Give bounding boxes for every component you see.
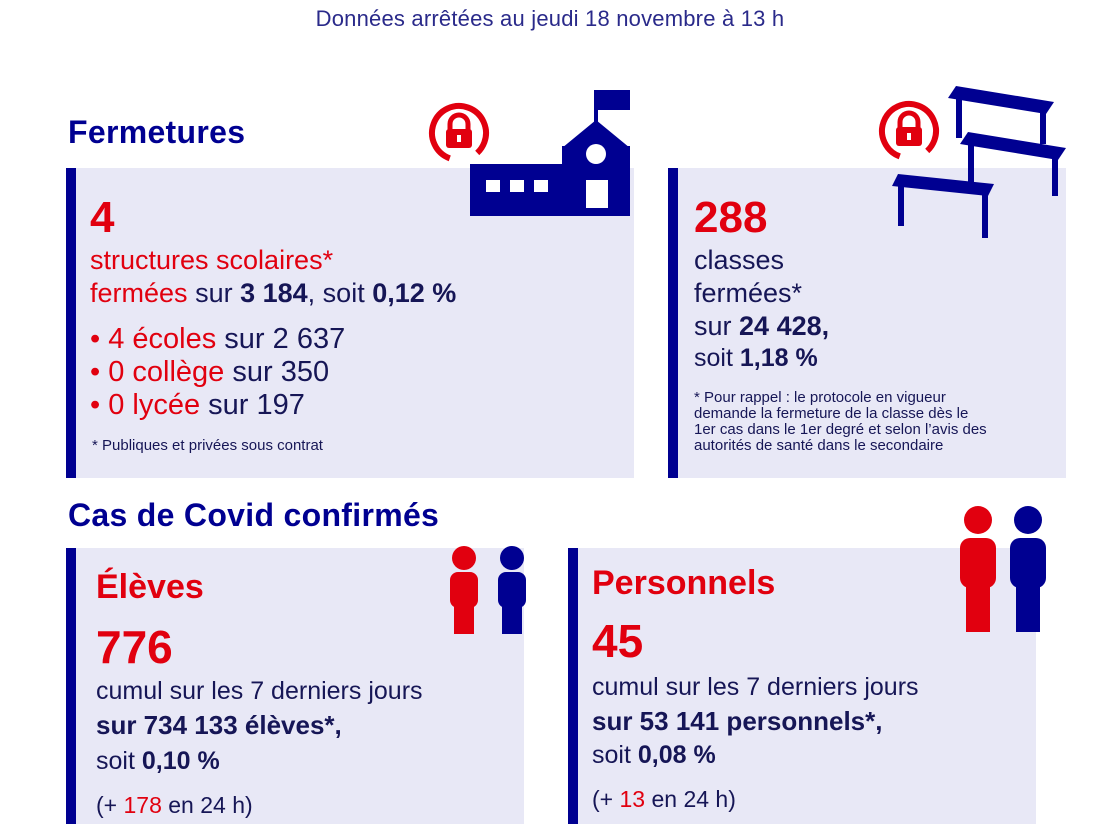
personnels-label: Personnels <box>592 564 776 602</box>
structures-closed-count: 4 <box>90 193 115 242</box>
list-item-colleges: • 0 collège sur 350 <box>90 356 330 388</box>
data-date-subtitle: Données arrêtées au jeudi 18 novembre à 13 h <box>315 6 785 31</box>
school-building-icon <box>466 86 638 218</box>
card-accent-bar <box>668 168 678 478</box>
structures-total-line: fermées sur 3 184, soit 0,12 % <box>90 278 457 308</box>
classes-fermees-label: fermées* <box>694 278 803 308</box>
list-item-lycees: • 0 lycée sur 197 <box>90 389 305 421</box>
list-item-ecoles: • 4 écoles sur 2 637 <box>90 323 346 355</box>
people-icon <box>952 504 1052 634</box>
eleves-percent-line: soit 0,10 % <box>96 747 220 775</box>
eleves-total-line: sur 734 133 élèves*, <box>96 710 342 740</box>
classes-note: * Pour rappel : le protocole en vigueur demande la fermeture de la classe dès le 1er cas dans le 1er degré et selon l’avis des autorités de santé dans le secondaire <box>694 389 987 454</box>
personnels-total-line: sur 53 141 personnels*, <box>592 706 883 736</box>
eleves-cumul-line: cumul sur les 7 derniers jours <box>96 677 423 705</box>
classes-percent-line: soit 1,18 % <box>694 344 818 372</box>
eleves-label: Élèves <box>96 568 204 606</box>
classes-closed-count: 288 <box>694 193 768 242</box>
card-accent-bar <box>568 548 578 824</box>
card-accent-bar <box>66 548 76 824</box>
personnels-case-count: 45 <box>592 615 644 667</box>
section-title-fermetures: Fermetures <box>68 114 246 150</box>
structures-label: structures scolaires* <box>90 245 334 275</box>
school-desks-icon <box>890 80 1070 240</box>
classes-label: classes <box>694 245 785 275</box>
classes-total-line: sur 24 428, <box>694 311 830 341</box>
personnels-delta-line: (+ 13 en 24 h) <box>592 786 736 812</box>
personnels-cumul-line: cumul sur les 7 derniers jours <box>592 673 919 701</box>
structures-footnote: * Publiques et privées sous contrat <box>92 437 323 454</box>
eleves-delta-line: (+ 178 en 24 h) <box>96 792 253 818</box>
card-accent-bar <box>66 168 76 478</box>
personnels-percent-line: soit 0,08 % <box>592 741 716 769</box>
eleves-case-count: 776 <box>96 621 173 673</box>
section-title-covid: Cas de Covid confirmés <box>68 497 440 533</box>
people-icon <box>440 544 536 636</box>
